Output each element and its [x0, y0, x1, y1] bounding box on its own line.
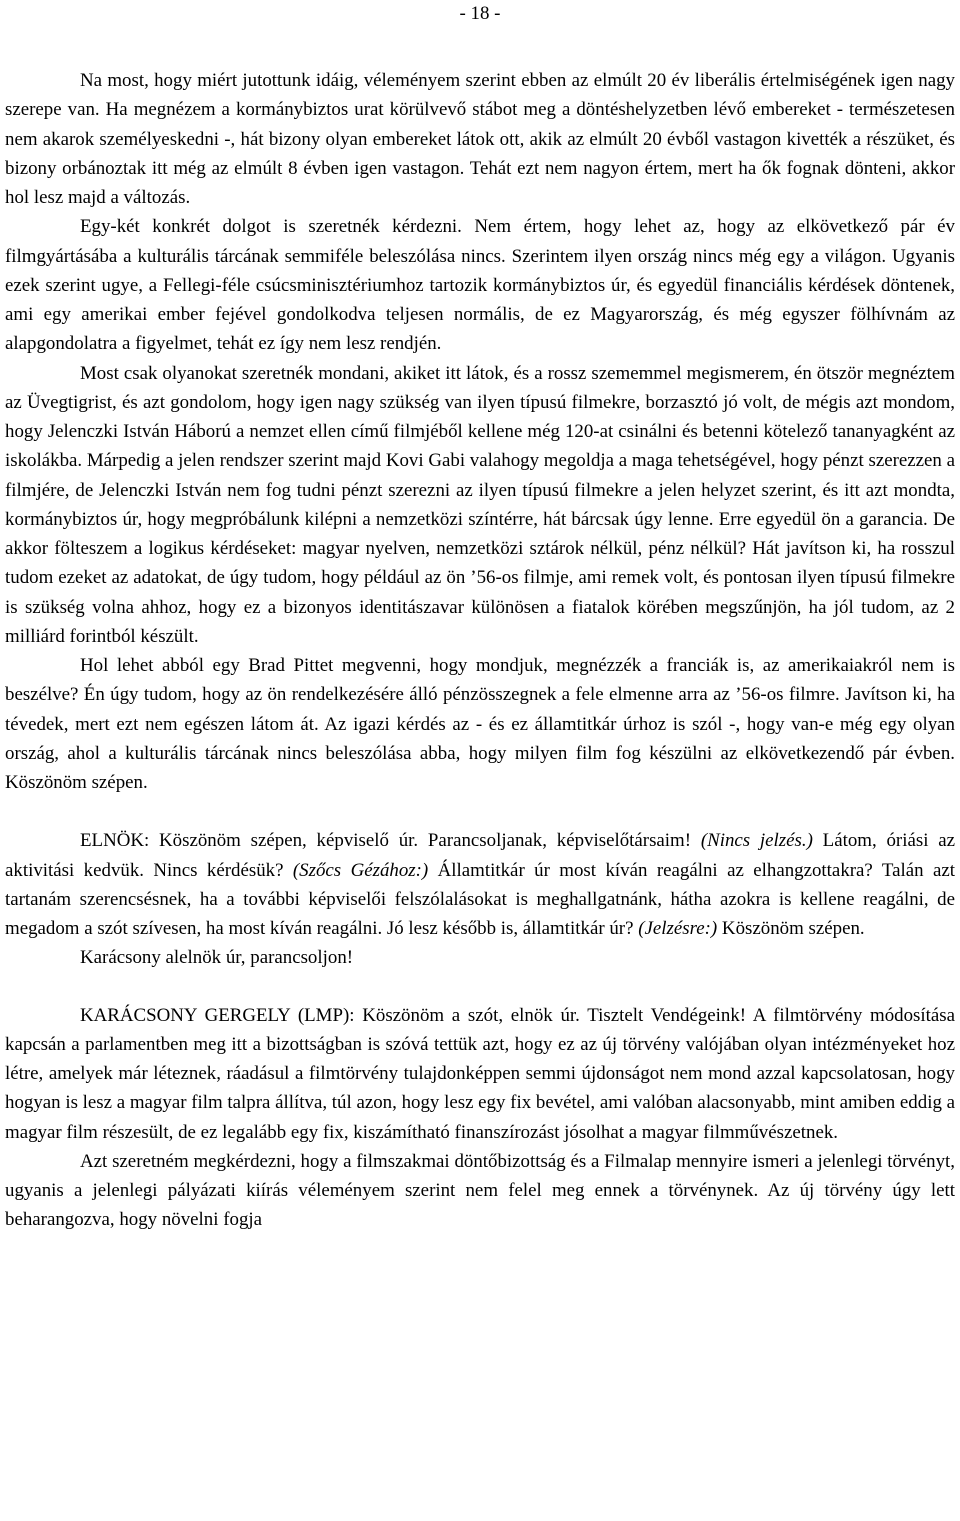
section-gap-2: [5, 973, 955, 1001]
karacsony-paragraph-2: Azt szeretném megkérdezni, hogy a filmszakmai döntőbizottság és a Filmalap mennyire ismeri a jelenlegi törvényt, ugyanis a jelenlegi pályázati kiírás véleményem szerint nem felel meg ennek a törvénynek. Az új törvény úgy lett beharangozva, hogy növelni fogja: [5, 1150, 955, 1231]
paragraph-2: Egy-két konkrét dolgot is szeretnék kérdezni. Nem értem, hogy lehet az, hogy az elkövetkező pár év filmgyártásába a kulturális tárcának semmiféle beleszólása nincs. Szerintem ilyen ország nincs még egy a világon. Ugyanis ezek szerint ugye, a Fellegi-féle csúcsminisztériumhoz tartozik kormánybiztos úr, és egyedül financiális kérdések döntenek, ami egy amerikai ember fejével gondolkodva teljesen normális, de ez Magyarország, és még egyszer fölhívnám az alapgondolatra a figyelmet, tehát ez így nem lesz rendjén.: [5, 216, 955, 355]
chair-text-4: Köszönöm szépen.: [717, 918, 865, 939]
chair-text-3: Államtitkár úr most kíván reagálni az elhangzottakra? Talán azt tartanám szerencsésnek, ha a további képviselői felszólalásokat is meghallgatnánk, hátha azokra is kellene reagálni, de megadom a szót szívesen, ha most kíván reagálni. Jó lesz később is, államtitkár úr?: [5, 859, 956, 939]
stage-note-1: (Nincs jelzés.): [700, 830, 813, 852]
chair-followup: Karácsony alelnök úr, parancsoljon!: [80, 947, 354, 969]
chair-text-1: ELNÖK: Köszönöm szépen, képviselő úr. Parancsoljanak, képviselőtársaim!: [80, 830, 701, 852]
stage-note-2: (Szőcs Gézához:): [292, 859, 429, 881]
paragraph-1: Na most, hogy miért jutottunk idáig, véleményem szerint ebben az elmúlt 20 év liberális értelmiségének igen nagy szerepe van. Ha megnézem a kormánybiztos urat körülvevő stábot meg a döntéshelyzetben lévő embereket - természetesen nem akarok személyeskedni -, hát bizony olyan embereket látok ott, akik az elmúlt 20 évből vastagon kivették a részüket, és bizony orbánoztak itt még az elmúlt 8 évben igen vastagon. Tehát ezt nem nagyon értem, mert ha ők fognak dönteni, akkor hol lesz majd a változás.: [5, 70, 955, 208]
stage-note-3: (Jelzésre:): [638, 918, 718, 939]
karacsony-paragraph-1: KARÁCSONY GERGELY (LMP): Köszönöm a szót, elnök úr. Tisztelt Vendégeink! A filmtörvény módosítása kapcsán a parlamentben meg itt a bizottságban is szóvá tettük azt, hogy ez az új törvény valójában olyan intézményeket hoz létre, amelyek már léteznek, ráadásul a filmtörvény tulajdonképpen semmi újdonságot nem mond azzal kapcsolatosan, hogy hogyan is lesz a magyar film talpra állítva, túl azon, hogy lesz egy fix bevétel, ami valóban alacsonyabb, mint amiben eddig a magyar film részesült, de ez legalább egy fix, kiszámítható finanszírozást jósolhat a magyar filmművészetnek.: [5, 1004, 956, 1143]
document-page: [5, 0, 955, 1235]
paragraph-3: Most csak olyanokat szeretnék mondani, akiket itt látok, és a rossz szememmel megismerem, én ötször megnéztem az Üvegtigrist, és azt gondolom, hogy igen nagy szükség van ilyen típusú filmekre, borzasztó jó volt, de mégis azt mondom, hogy Jelenczki István Háború a nemzet ellen című filmjéből kellene még 120-at csinálni és betenni kötelező tananyagként az iskolákba. Márpedig a jelen rendszer szerint majd Kovi Gabi valahogy megoldja a maga tehetségével, hogy pénzt szerezzen a filmjére, de Jelenczki István nem fog tudni pénzt szerezni az ilyen típusú filmekre a jelen helyzet szerint, és itt azt mondta, kormánybiztos úr, hogy megpróbálunk kilépni a nemzetközi színtérre, hát bárcsak úgy lenne. Erre egyedül ön a garancia. De akkor fölteszem a logikus kérdéseket: magyar nyelven, nemzetközi sztárok nélkül, pénz nélkül? Hát javítson ki, ha rosszul tudom ezeket az adatokat, de úgy tudom, hogy például az ön ’56-os filmje, ami remek volt, és pontosan ilyen típusú filmekre is szükség volna ahhoz, hogy ez a bizonyos identitászavar különösen a fiatalok körében megszűnjön, ha jól tudom, az 2 milliárd forintból készült.: [5, 362, 955, 647]
top-spacer: [5, 28, 955, 66]
page-number: - 18 -: [459, 3, 501, 24]
chair-speech: [5, 826, 955, 943]
paragraph-4: Hol lehet abból egy Brad Pittet megvenni, hogy mondjuk, megnézzék a franciák is, az amerikaiakról nem is beszélve? Én úgy tudom, hogy az ön rendelkezésére álló pénzösszegnek a fele elmenne arra az ’56-os filmre. Javítson ki, ha tévedek, mert ezt nem egészen látom át. Az igazi kérdés az - és ez államtitkár úrhoz is szól -, hogy van-e még egy olyan ország, ahol a kulturális tárcának nincs beleszólása abba, hogy milyen film fog készülni az elkövetkezendő pár évben. Köszönöm szépen.: [5, 655, 955, 793]
chair-text-2: Látom, óriási az aktivitási kedvük. Nincs kérdésük?: [5, 830, 955, 881]
section-gap: [5, 797, 955, 826]
